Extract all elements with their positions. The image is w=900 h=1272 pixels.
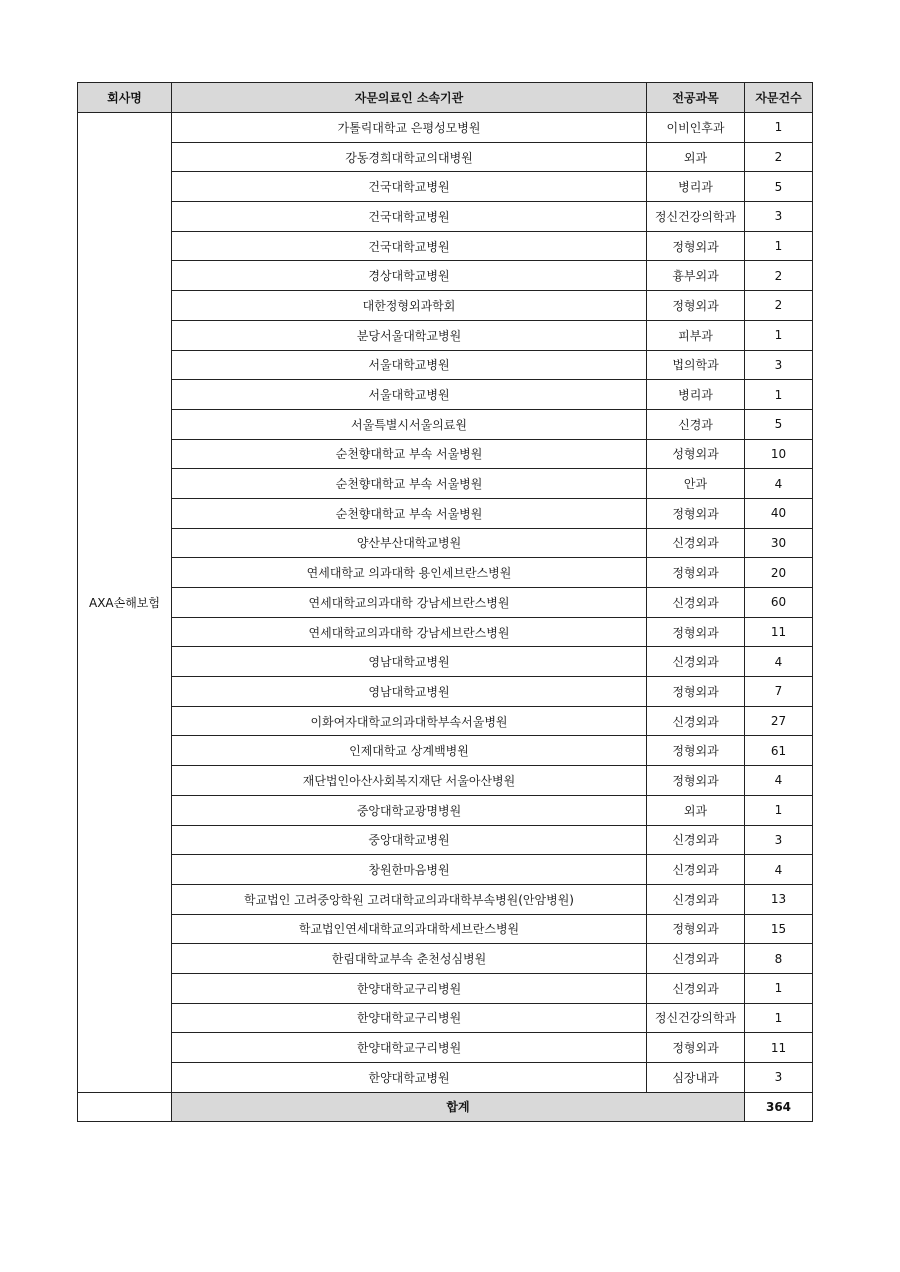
institution-cell: 연세대학교의과대학 강남세브란스병원 xyxy=(172,617,647,647)
department-cell: 정형외과 xyxy=(647,291,745,321)
institution-cell: 강동경희대학교의대병원 xyxy=(172,142,647,172)
count-cell: 11 xyxy=(745,1033,813,1063)
institution-cell: 한림대학교부속 춘천성심병원 xyxy=(172,944,647,974)
count-cell: 11 xyxy=(745,617,813,647)
table-row xyxy=(78,766,813,796)
table-row xyxy=(78,261,813,291)
department-cell: 정신건강의학과 xyxy=(647,1003,745,1033)
institution-cell: 양산부산대학교병원 xyxy=(172,528,647,558)
institution-cell: 건국대학교병원 xyxy=(172,172,647,202)
table-row xyxy=(78,825,813,855)
institution-cell: 순천향대학교 부속 서울병원 xyxy=(172,469,647,499)
institution-cell: 서울대학교병원 xyxy=(172,380,647,410)
table-row xyxy=(78,1063,813,1093)
department-cell: 신경외과 xyxy=(647,528,745,558)
department-cell: 심장내과 xyxy=(647,1063,745,1093)
institution-cell: 분당서울대학교병원 xyxy=(172,320,647,350)
institution-cell: 연세대학교의과대학 강남세브란스병원 xyxy=(172,588,647,618)
header-institution: 자문의료인 소속기관 xyxy=(172,83,647,113)
institution-cell: 중앙대학교광명병원 xyxy=(172,795,647,825)
count-cell: 40 xyxy=(745,498,813,528)
table-row xyxy=(78,231,813,261)
department-cell: 정형외과 xyxy=(647,914,745,944)
company-cell: AXA손해보험 xyxy=(78,113,172,1093)
institution-cell: 경상대학교병원 xyxy=(172,261,647,291)
table-row xyxy=(78,588,813,618)
department-cell: 정형외과 xyxy=(647,677,745,707)
count-cell: 61 xyxy=(745,736,813,766)
count-cell: 3 xyxy=(745,825,813,855)
total-value: 364 xyxy=(745,1092,813,1121)
institution-cell: 중앙대학교병원 xyxy=(172,825,647,855)
department-cell: 정형외과 xyxy=(647,1033,745,1063)
table-row xyxy=(78,647,813,677)
institution-cell: 이화여자대학교의과대학부속서울병원 xyxy=(172,706,647,736)
department-cell: 정형외과 xyxy=(647,498,745,528)
count-cell: 4 xyxy=(745,766,813,796)
institution-cell: 가톨릭대학교 은평성모병원 xyxy=(172,113,647,143)
count-cell: 5 xyxy=(745,409,813,439)
table-body xyxy=(78,113,813,1093)
department-cell: 성형외과 xyxy=(647,439,745,469)
table-row xyxy=(78,528,813,558)
department-cell: 신경외과 xyxy=(647,825,745,855)
count-cell: 1 xyxy=(745,231,813,261)
institution-cell: 대한정형외과학회 xyxy=(172,291,647,321)
department-cell: 정형외과 xyxy=(647,231,745,261)
table-row xyxy=(78,350,813,380)
count-cell: 15 xyxy=(745,914,813,944)
department-cell: 신경외과 xyxy=(647,706,745,736)
institution-cell: 서울대학교병원 xyxy=(172,350,647,380)
department-cell: 정형외과 xyxy=(647,558,745,588)
table-row xyxy=(78,914,813,944)
count-cell: 1 xyxy=(745,795,813,825)
table-row xyxy=(78,498,813,528)
table-row xyxy=(78,320,813,350)
table-row xyxy=(78,558,813,588)
total-label: 합계 xyxy=(172,1092,745,1121)
table-row xyxy=(78,795,813,825)
table-row xyxy=(78,113,813,143)
table-row xyxy=(78,380,813,410)
institution-cell: 순천향대학교 부속 서울병원 xyxy=(172,498,647,528)
count-cell: 1 xyxy=(745,380,813,410)
table-row xyxy=(78,439,813,469)
department-cell: 안과 xyxy=(647,469,745,499)
institution-cell: 한양대학교병원 xyxy=(172,1063,647,1093)
count-cell: 8 xyxy=(745,944,813,974)
count-cell: 30 xyxy=(745,528,813,558)
institution-cell: 한양대학교구리병원 xyxy=(172,973,647,1003)
department-cell: 정신건강의학과 xyxy=(647,202,745,232)
count-cell: 60 xyxy=(745,588,813,618)
department-cell: 신경외과 xyxy=(647,588,745,618)
count-cell: 10 xyxy=(745,439,813,469)
table-row xyxy=(78,736,813,766)
institution-cell: 인제대학교 상계백병원 xyxy=(172,736,647,766)
count-cell: 2 xyxy=(745,291,813,321)
header-count: 자문건수 xyxy=(745,83,813,113)
department-cell: 법의학과 xyxy=(647,350,745,380)
table-row xyxy=(78,706,813,736)
department-cell: 신경외과 xyxy=(647,944,745,974)
institution-cell: 건국대학교병원 xyxy=(172,202,647,232)
department-cell: 병리과 xyxy=(647,380,745,410)
department-cell: 피부과 xyxy=(647,320,745,350)
department-cell: 흉부외과 xyxy=(647,261,745,291)
count-cell: 1 xyxy=(745,973,813,1003)
table-footer xyxy=(78,1092,813,1121)
institution-cell: 학교법인연세대학교의과대학세브란스병원 xyxy=(172,914,647,944)
institution-cell: 창원한마음병원 xyxy=(172,855,647,885)
institution-cell: 영남대학교병원 xyxy=(172,647,647,677)
table-row xyxy=(78,1003,813,1033)
table-header xyxy=(78,83,813,113)
department-cell: 신경외과 xyxy=(647,647,745,677)
count-cell: 2 xyxy=(745,261,813,291)
department-cell: 정형외과 xyxy=(647,617,745,647)
institution-cell: 재단법인아산사회복지재단 서울아산병원 xyxy=(172,766,647,796)
institution-cell: 서울특별시서울의료원 xyxy=(172,409,647,439)
table-row xyxy=(78,617,813,647)
count-cell: 1 xyxy=(745,320,813,350)
count-cell: 13 xyxy=(745,884,813,914)
header-row xyxy=(78,83,813,113)
count-cell: 5 xyxy=(745,172,813,202)
count-cell: 4 xyxy=(745,855,813,885)
count-cell: 4 xyxy=(745,647,813,677)
department-cell: 외과 xyxy=(647,795,745,825)
count-cell: 7 xyxy=(745,677,813,707)
department-cell: 신경외과 xyxy=(647,973,745,1003)
total-row xyxy=(78,1092,813,1121)
institution-cell: 영남대학교병원 xyxy=(172,677,647,707)
table-row xyxy=(78,142,813,172)
department-cell: 외과 xyxy=(647,142,745,172)
department-cell: 신경외과 xyxy=(647,884,745,914)
department-cell: 신경외과 xyxy=(647,855,745,885)
institution-cell: 건국대학교병원 xyxy=(172,231,647,261)
count-cell: 27 xyxy=(745,706,813,736)
total-blank-cell xyxy=(78,1092,172,1121)
count-cell: 20 xyxy=(745,558,813,588)
advice-table xyxy=(77,82,813,1122)
header-company: 회사명 xyxy=(78,83,172,113)
table-row xyxy=(78,291,813,321)
institution-cell: 연세대학교 의과대학 용인세브란스병원 xyxy=(172,558,647,588)
count-cell: 3 xyxy=(745,350,813,380)
table-row xyxy=(78,409,813,439)
table-row xyxy=(78,202,813,232)
count-cell: 3 xyxy=(745,1063,813,1093)
institution-cell: 순천향대학교 부속 서울병원 xyxy=(172,439,647,469)
table-row xyxy=(78,469,813,499)
department-cell: 병리과 xyxy=(647,172,745,202)
header-department: 전공과목 xyxy=(647,83,745,113)
count-cell: 3 xyxy=(745,202,813,232)
institution-cell: 학교법인 고려중앙학원 고려대학교의과대학부속병원(안암병원) xyxy=(172,884,647,914)
institution-cell: 한양대학교구리병원 xyxy=(172,1033,647,1063)
count-cell: 2 xyxy=(745,142,813,172)
table-row xyxy=(78,677,813,707)
institution-cell: 한양대학교구리병원 xyxy=(172,1003,647,1033)
table-row xyxy=(78,1033,813,1063)
table-row xyxy=(78,884,813,914)
table-row xyxy=(78,855,813,885)
table-row xyxy=(78,172,813,202)
count-cell: 4 xyxy=(745,469,813,499)
department-cell: 정형외과 xyxy=(647,766,745,796)
department-cell: 신경과 xyxy=(647,409,745,439)
count-cell: 1 xyxy=(745,113,813,143)
department-cell: 이비인후과 xyxy=(647,113,745,143)
department-cell: 정형외과 xyxy=(647,736,745,766)
count-cell: 1 xyxy=(745,1003,813,1033)
table-row xyxy=(78,973,813,1003)
table-row xyxy=(78,944,813,974)
